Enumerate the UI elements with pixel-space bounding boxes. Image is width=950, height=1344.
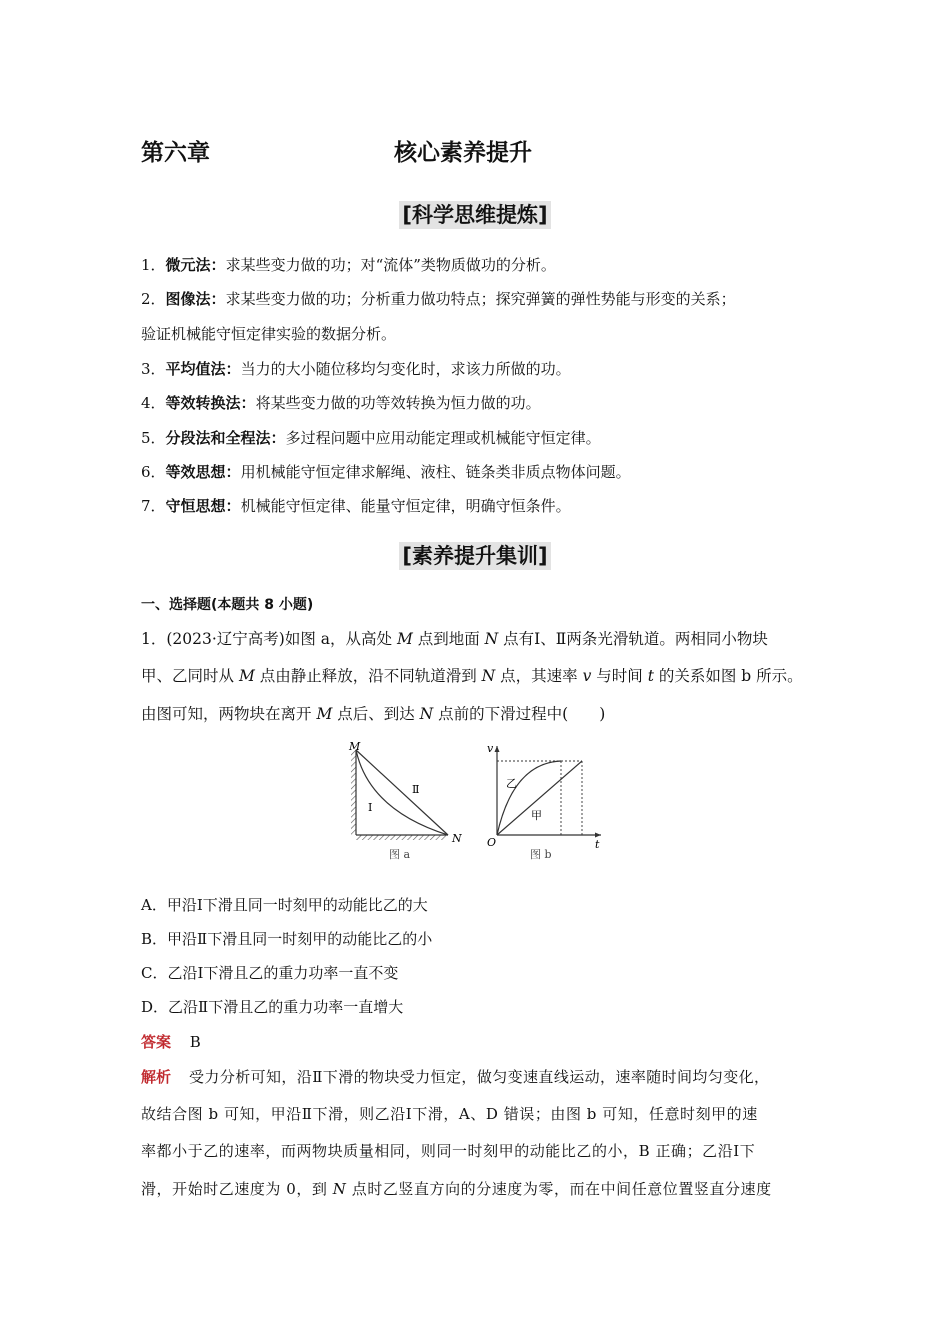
answer-value: B <box>189 1033 201 1051</box>
question-text-line: 1．(2023·辽宁高考)如图 a，从高处 M 点到地面 N 点有Ⅰ、Ⅱ两条光滑轨道。两相同小物块 <box>141 630 768 648</box>
question-text-line: 由图可知，两物块在离开 M 点后、到达 N 点前的下滑过程中( ) <box>141 705 606 723</box>
answer-label: 答案 <box>141 1033 172 1051</box>
track-II-label: Ⅱ <box>412 783 420 796</box>
method-item: 3．平均值法：当力的大小随位移均匀变化时，求该力所做的功。 <box>141 360 571 378</box>
option-d[interactable]: D．乙沿Ⅱ下滑且乙的重力功率一直增大 <box>141 998 404 1016</box>
yi-label: 乙 <box>506 777 517 790</box>
figure-a-tracks-diagram <box>345 738 470 863</box>
figure-b-vt-graph <box>485 738 610 863</box>
analysis-line: 率都小于乙的速率，而两物块质量相同，则同一时刻甲的动能比乙的小，B 正确；乙沿Ⅰ下 <box>141 1142 756 1160</box>
analysis-line: 滑，开始时乙速度为 0，到 N 点时乙竖直方向的分速度为零，而在中间任意位置竖直分速度 <box>141 1180 772 1198</box>
wall-hatch <box>351 750 356 835</box>
ground-hatch <box>356 835 446 840</box>
method-item: 5．分段法和全程法：多过程问题中应用动能定理或机械能守恒定律。 <box>141 429 601 447</box>
method-item: 4．等效转换法：将某些变力做的功等效转换为恒力做的功。 <box>141 394 541 412</box>
v-axis-arrow <box>495 746 500 752</box>
figure-a-caption: 图 a <box>389 848 411 861</box>
method-item: 7．守恒思想：机械能守恒定律、能量守恒定律，明确守恒条件。 <box>141 497 571 515</box>
question-text-line: 甲、乙同时从 M 点由静止释放，沿不同轨道滑到 N 点，其速率 v 与时间 t 的关系如图 b 所示。 <box>141 667 803 685</box>
analysis-line: 故结合图 b 可知，甲沿Ⅱ下滑，则乙沿Ⅰ下滑，A、D 错误；由图 b 可知，任意时刻甲的速 <box>141 1105 758 1123</box>
method-item-continued: 验证机械能守恒定律实验的数据分析。 <box>141 325 397 343</box>
question-type: 一、选择题(本题共 8 小题) <box>141 597 314 613</box>
answer-row <box>141 1031 201 1052</box>
v-axis-label: v <box>487 742 494 755</box>
analysis-line: 解析 受力分析可知，沿Ⅱ下滑的物块受力恒定，做匀变速直线运动，速率随时间均匀变化， <box>141 1068 770 1086</box>
t-axis-arrow <box>595 833 601 838</box>
method-item: 1．微元法：求某些变力做的功；对“流体”类物质做功的分析。 <box>141 256 556 274</box>
point-M-label: M <box>349 740 361 753</box>
chapter-title: 核心素养提升 <box>394 140 532 166</box>
section-heading-training: [素养提升集训] <box>0 540 950 570</box>
chapter-number: 第六章 <box>141 140 210 166</box>
yi-curve <box>497 761 561 835</box>
section-heading-thinking: [科学思维提炼] <box>0 199 950 229</box>
origin-label: O <box>487 836 497 849</box>
option-a[interactable]: A．甲沿Ⅰ下滑且同一时刻甲的动能比乙的大 <box>141 896 428 914</box>
figure-b-caption: 图 b <box>530 848 552 861</box>
track-II-line <box>356 750 448 835</box>
method-item: 2．图像法：求某些变力做的功；分析重力做功特点；探究弹簧的弹性势能与形变的关系； <box>141 290 736 308</box>
track-I-label: Ⅰ <box>368 801 373 814</box>
option-b[interactable]: B．甲沿Ⅱ下滑且同一时刻甲的动能比乙的小 <box>141 930 433 948</box>
t-axis-label: t <box>595 838 600 851</box>
analysis-label: 解析 <box>141 1068 172 1086</box>
jia-label: 甲 <box>531 809 542 822</box>
method-item: 6．等效思想：用机械能守恒定律求解绳、液柱、链条类非质点物体问题。 <box>141 463 631 481</box>
option-c[interactable]: C．乙沿Ⅰ下滑且乙的重力功率一直不变 <box>141 964 399 982</box>
chapter-header <box>141 134 641 168</box>
point-N-label: N <box>452 832 462 845</box>
